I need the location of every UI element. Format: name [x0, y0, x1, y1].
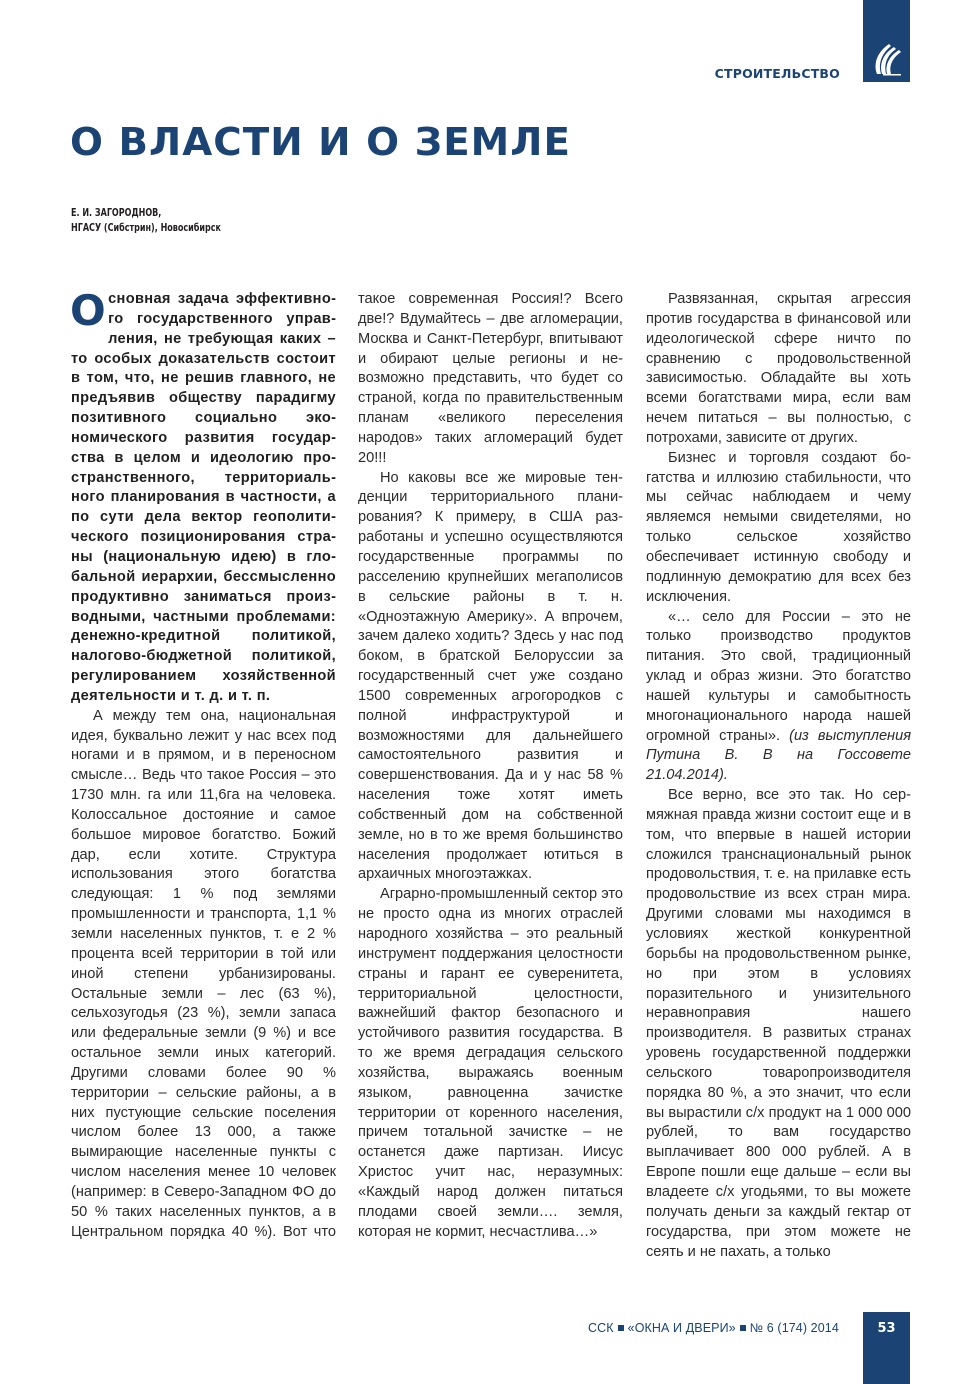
footer-publisher: ССК — [588, 1321, 614, 1335]
column-2 — [358, 290, 623, 1243]
header-tab — [863, 0, 910, 82]
body-paragraph-continued: такое современная Россия!? Всего две!? Вдумайтесь – две агломерации, Москва и Санкт-Петербург, впитывают и обирают целые регионы и невозможно представить, что будет со страной, когда по правительственным планам «великого переселения народов» таких агломераций будет 20!!! — [358, 291, 623, 466]
author-affiliation: НГАСУ (Сибстрин), Новосибирск — [71, 222, 221, 234]
quote-paragraph: «… село для России – это не только производство продуктов питания. Это свой, традиционный уклад и образ жизни. Это богатство нашей культуры и самобытность многонационального народа нашей огромной страны». (из выступления Путина В. В на Госсовете 21.04.2014). — [646, 608, 911, 784]
footer-magazine: «ОКНА И ДВЕРИ» — [627, 1321, 736, 1335]
page-number: 53 — [877, 1321, 896, 1336]
body-paragraph: Аграрно-промышленный сектор это не просто одна из многих отраслей народного хозяйства – это реальный инструмент поддержания целостности страны и гарант ее суверенитета, территориальной целостности, важнейший фактор безопасного и устойчивого развития государства. В то же время деградация сельского хозяйства, выражаясь военным языком, равноценна зачистке территории от коренного населения, причем тотальной зачистке – не останется даже партизан. Иисус Христос учит нас, неразумных: «Каждый народ должен питаться плодами своей земли…. земля, которая не кормит, несчастлива…» — [358, 886, 623, 1240]
body-paragraph: Но каковы все же мировые тенденции территориального планирования? К примеру, в США разработаны и успешно осуществляются государственные программы по расселению крупнейших мегаполисов в сельские районы в т. н. «Одноэтажную Америку». А впрочем, зачем далеко ходить? Здесь у нас под боком, в братской Белоруссии за государственный счет уже создано 1500 современных агрогородков с полной инфраструктурой и возможностями для дальнейшего самостоятельного развития и совершенствования. Да и у нас 58 % населения тоже хотят иметь собственный дом на собственной земле, но в то же время большинство населения продолжает ютиться в архаичных многоэтажках. — [358, 469, 623, 883]
author-name: Е. И. ЗАГОРОДНОВ, — [71, 207, 162, 219]
column-1 — [70, 286, 336, 1243]
article-title: О ВЛАСТИ И О ЗЕМЛЕ — [70, 120, 571, 164]
lead-text: сновная задача эффективного государственного управления, не требующая каких – то особых доказательств состоит в том, что, не решив главного, не предъявив обществу парадигму позитивного социально экономического развития государства в целом и идеологию пространственного, территориального планирования в частности, а по сути дела вектор геополитического позиционирования страны (национальную идею) в глобальной иерархии, бессмысленно продуктивно заниматься производными, частными проблемами: денежно-кредитной политикой, налогово-бюджетной политикой, регулированием хозяйственной деятельности и т. д. и т. п. — [71, 291, 336, 704]
body-paragraph: А между тем она, национальная идея, буквально лежит у нас всех под ногами и в прямом, и в переносном смысле… Ведь что такое Россия – это 1730 млн. га или 11,6га на человека. Колоссальное достояние и самое большое мировое богатство. Божий дар, если хотите. Структура использования этого богатства следующая: 1 % под землями промышленности и транспорта, 1,1 % земли населенных пунктов, т. е 2 % процента всей территории в той или иной степени урбанизированы. Остальные земли – лес (63 %), сельхозугодья (23 %), земли запаса или федеральные земли (9 %) и все остальное земли иных категорий. Другими словами более 90 % территории – сельские районы, а в них пустующие сельские поселения числом более 13 000, а также вымирающие населенные пункты с числом населения менее 10 человек (например: в Северо-Западном ФО до 50 % таких населенных пунктов, а в Центральном порядка 40 %). Вот что — [71, 707, 336, 1240]
footer-issue: № 6 (174) 2014 — [749, 1321, 839, 1335]
separator-square-icon — [618, 1325, 624, 1331]
drop-cap: О — [70, 286, 107, 335]
footer-issue-info — [588, 1321, 839, 1335]
body-paragraph: Бизнес и торговля создают богатства и иллюзию стабильности, что мы сейчас наблюдаем и чему являемся немыми свидетелями, но только сельское хозяйство обеспечивает истинную свободу и подлинную демократию для всех без исключения. — [646, 449, 911, 605]
page-number-tab — [863, 1312, 910, 1384]
body-paragraph: Все верно, все это так. Но сермяжная правда жизни состоит еще и в том, что впервые в нашей истории сложился транснациональный рынок продовольствия, т. е. на прилавке есть продовольствие из всех стран мира. Другими словами мы находимся в условиях жесткой конкурентной борьбы на продовольственном рынке, но при этом в условиях поразительного и унизительного неравноправия нашего производителя. В развитых странах уровень государственной поддержки сельского товаропроизводителя порядка 80 %, а это значит, что если вы вырастили с/х продукт на 1 000 000 рублей, то вам государство выплачивает 800 000 рублей. А в Европе пошли еще дальше – если вы владеете с/х угодьями, то вы можете получать деньги за каждый гектар от государства, при этом можете не сеять и не пахать, а только — [646, 787, 911, 1260]
separator-square-icon — [740, 1325, 746, 1331]
lead-paragraph — [70, 286, 336, 707]
section-label: СТРОИТЕЛЬСТВО — [714, 66, 840, 81]
body-paragraph: Развязанная, скрытая агрессия против государства в финансовой или идеологической сфере ничто по сравнению с продовольственной зависимостью. Обладайте вы хоть всеми богатствами мира, если вам нечем питаться – вы полностью, с потрохами, зависите от других. — [646, 291, 911, 446]
column-3 — [646, 290, 911, 1262]
byline — [71, 206, 247, 236]
publisher-logo-icon — [869, 36, 905, 78]
quote-source: (из выступления Путина В. В на Госсовете 21.04.2014). — [646, 727, 911, 784]
